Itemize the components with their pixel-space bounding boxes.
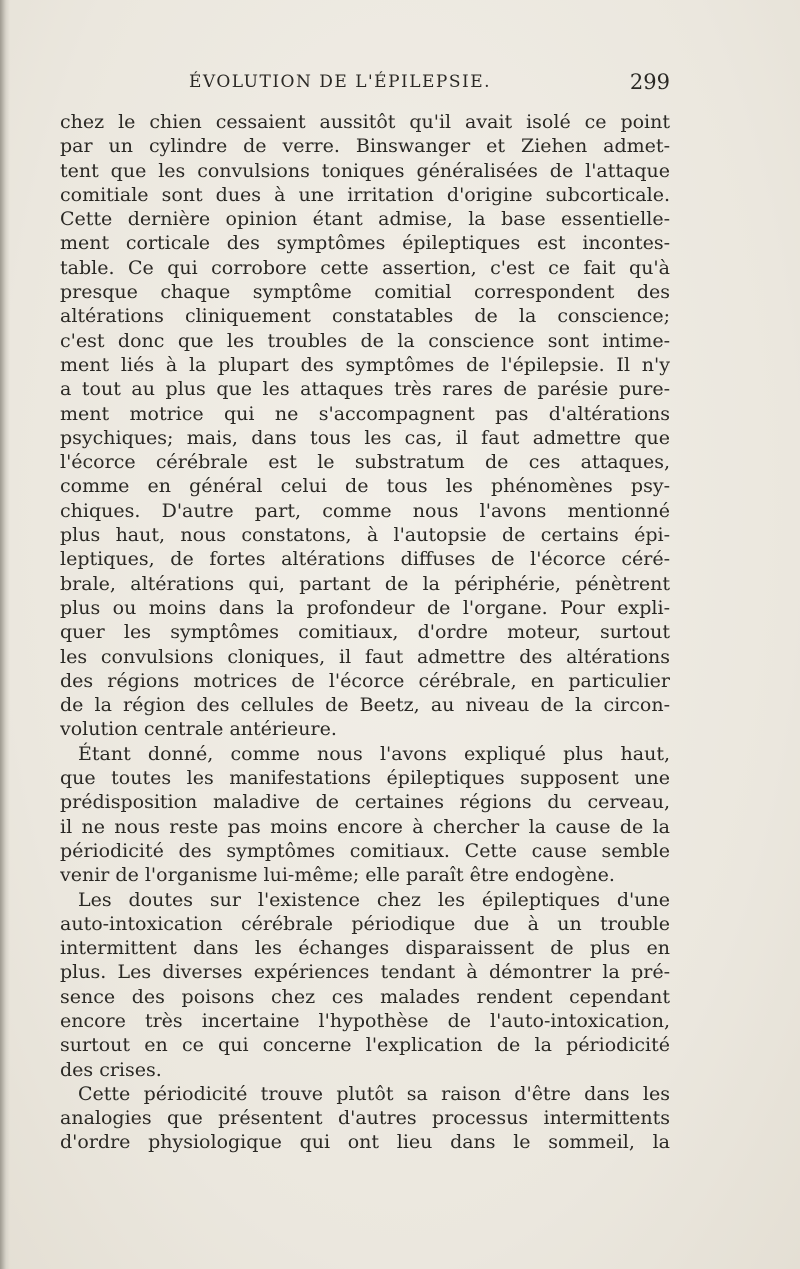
page-number: 299 [629,70,670,94]
text-line: comme en général celui de tous les phénomènes psy- [60,475,670,498]
text-line: Cette périodicité trouve plutôt sa raison d'être dans les [78,1082,670,1105]
text-line: quer les symptômes comitiaux, d'ordre moteur, surtout [60,621,670,644]
text-line: que toutes les manifestations épileptiques supposent une [60,767,670,790]
text-line: presque chaque symptôme comitial correspondent des [60,281,670,304]
text-line: des régions motrices de l'écorce cérébrale, en particulier [60,669,670,692]
text-line: encore très incertaine l'hypothèse de l'auto-intoxication, [60,1009,670,1032]
text-line: psychiques; mais, dans tous les cas, il faut admettre que [60,426,670,449]
text-line: venir de l'organisme lui-même; elle paraît être endogène. [60,864,615,887]
text-line: ment corticale des symptômes épileptiques est incontes- [60,232,670,255]
text-line: analogies que présentent d'autres processus intermittents [60,1107,670,1130]
text-line: de la région des cellules de Beetz, au niveau de la circon- [60,694,670,717]
text-line: périodicité des symptômes comitiaux. Cette cause semble [60,839,670,862]
text-line: tent que les convulsions toniques généralisées de l'attaque [60,159,670,182]
text-line: intermittent dans les échanges disparaissent de plus en [60,937,670,960]
running-title: ÉVOLUTION DE L'ÉPILEPSIE. [188,72,492,92]
text-line: Cette dernière opinion étant admise, la base essentielle- [60,208,670,231]
page-header [60,72,670,102]
text-line: table. Ce qui corrobore cette assertion, c'est ce fait qu'à [60,256,670,279]
page-binding-shadow [0,0,10,1269]
text-line: l'écorce cérébrale est le substratum de ces attaques, [60,451,670,474]
text-line: il ne nous reste pas moins encore à chercher la cause de la [60,815,670,838]
text-line: surtout en ce qui concerne l'explication de la périodicité [60,1034,670,1057]
text-line: prédisposition maladive de certaines régions du cerveau, [60,791,670,814]
text-line: plus ou moins dans la profondeur de l'organe. Pour expli- [60,596,670,619]
text-line: les convulsions cloniques, il faut admettre des altérations [60,645,670,668]
text-line: Étant donné, comme nous l'avons expliqué plus haut, [78,742,670,765]
text-line: brale, altérations qui, partant de la périphérie, pénètrent [60,572,670,595]
text-line: d'ordre physiologique qui ont lieu dans le sommeil, la [60,1131,670,1154]
text-line: sence des poisons chez ces malades rendent cependant [60,985,670,1008]
text-line: plus haut, nous constatons, à l'autopsie de certains épi- [60,524,670,547]
text-line: chez le chien cessaient aussitôt qu'il avait isolé ce point [60,111,670,133]
text-line: par un cylindre de verre. Binswanger et Ziehen admet- [60,135,670,158]
text-line: plus. Les diverses expériences tendant à démontrer la pré- [60,961,670,984]
body-text [60,110,670,1155]
text-line: ment motrice qui ne s'accompagnent pas d'altérations [60,402,670,425]
text-line: comitiale sont dues à une irritation d'origine subcorticale. [60,183,670,206]
text-line: a tout au plus que les attaques très rares de parésie pure- [60,378,670,401]
text-line: leptiques, de fortes altérations diffuses de l'écorce céré- [60,548,670,571]
text-line: volution centrale antérieure. [60,718,337,741]
text-line: des crises. [60,1058,162,1081]
text-line: altérations cliniquement constatables de la conscience; [60,305,670,328]
text-line: chiques. D'autre part, comme nous l'avons mentionné [60,499,670,522]
text-line: auto-intoxication cérébrale périodique due à un trouble [60,912,670,935]
text-line: Les doutes sur l'existence chez les épileptiques d'une [78,888,670,911]
text-line: c'est donc que les troubles de la conscience sont intime- [60,329,670,352]
text-line: ment liés à la plupart des symptômes de l'épilepsie. Il n'y [60,353,670,376]
